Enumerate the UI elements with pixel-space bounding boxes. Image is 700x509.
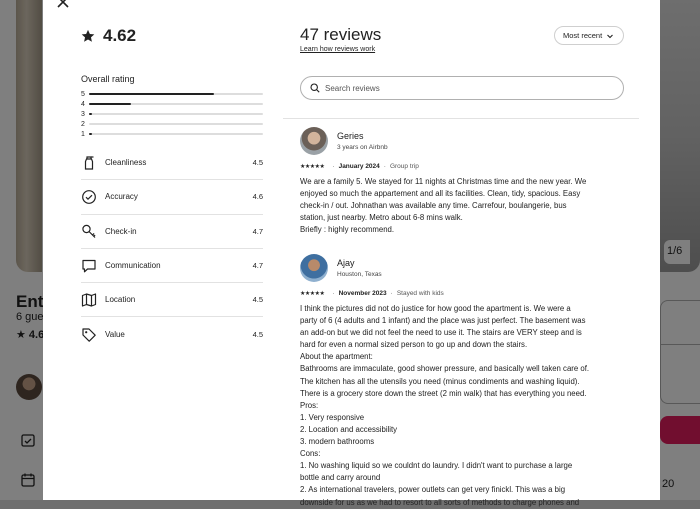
distribution-bar-fill: [89, 113, 92, 115]
review-text-line: downside for us as we had to resort to all sorts of methods to charge phones and: [300, 497, 580, 507]
category-row: [81, 283, 263, 317]
category-score: 4.5: [252, 158, 263, 168]
distribution-row: [81, 119, 263, 129]
category-ratings: [81, 146, 263, 352]
category-score: 4.6: [252, 192, 263, 202]
reviews-count-title: 47 reviews: [300, 25, 382, 44]
spray-bottle-icon: [81, 155, 97, 171]
star-level-label: 4: [81, 100, 85, 108]
review-date: November 2023: [338, 290, 387, 297]
overall-score: [81, 26, 136, 46]
review-text-line: The kitchen has all the utensils you need (minus condiments and washing liquid).: [300, 376, 580, 386]
review-stars: ★★★★★: [300, 164, 325, 170]
review-text-line: hard for even a normal sized person to go up and down the stairs.: [300, 340, 528, 350]
star-level-label: 5: [81, 90, 85, 98]
reviewer-meta: 3 years on Airbnb: [337, 144, 388, 151]
review-date: January 2024: [338, 163, 380, 170]
review-text-line: Briefly : highly recommend.: [300, 225, 395, 235]
category-score: 4.5: [252, 295, 263, 305]
category-label: Cleanliness: [105, 158, 147, 168]
section-divider: [283, 118, 639, 119]
star-level-label: 3: [81, 110, 85, 118]
reviews-panel: [283, 0, 660, 507]
category-score: 4.7: [252, 226, 263, 236]
reviewer-info: [337, 258, 382, 278]
distribution-bar: [89, 93, 263, 95]
review-text: [300, 303, 630, 509]
category-label: Check-in: [105, 226, 137, 236]
separator-dot: ·: [390, 290, 393, 297]
review-text-line: 1. Very responsive: [300, 412, 365, 422]
reviewer-header: [300, 126, 630, 156]
check-circle-icon: [81, 189, 97, 205]
reviewer-info: [337, 131, 388, 151]
review-text-line: enjoyed so much the appartement and all its facilities. Clean, tidy, spacious. Easy: [300, 189, 581, 199]
review-text-line: We are a family 5. We stayed for 11 nights at Christmas time and the new year. We: [300, 177, 587, 186]
review-stars: ★★★★★: [300, 291, 325, 297]
review-text-line: I think the pictures did not do justice for how good the apartment is. We were a: [300, 304, 571, 313]
separator-dot: ·: [332, 163, 335, 170]
category-label: Location: [105, 295, 136, 305]
sort-label: Most recent: [563, 31, 603, 40]
review-text-line: 3. modern bathrooms: [300, 437, 375, 447]
reviewer-avatar[interactable]: [300, 127, 328, 155]
review-text-line: check-in / out. Johnathan was available any time. Carrefour, boulangerie, bus: [300, 201, 567, 211]
category-row: [81, 146, 263, 180]
review-text-line: There is a grocery store down the street (2 min walk) that has everything you need.: [300, 388, 587, 398]
category-score: 4.7: [252, 261, 263, 271]
star-level-label: 2: [81, 120, 85, 128]
learn-how-reviews-work-link[interactable]: Learn how reviews work: [300, 46, 376, 53]
reviewer-name: Geries: [337, 131, 364, 141]
distribution-bar: [89, 123, 263, 125]
category-label: Value: [105, 330, 125, 340]
review-text-line: bottle and carry around: [300, 473, 381, 483]
separator-dot: ·: [332, 290, 335, 297]
category-row: [81, 215, 263, 249]
review-text: [300, 176, 630, 236]
category-score: 4.5: [252, 330, 263, 340]
review-text-line: 2. Location and accessibility: [300, 424, 398, 434]
average-rating: 4.62: [103, 26, 137, 45]
trip-type: Group trip: [389, 163, 419, 170]
category-label: Communication: [105, 261, 161, 271]
distribution-bar: [89, 133, 263, 135]
review-text-line: station, just nearby. Metro about 6-8 mins walk.: [300, 213, 463, 223]
sort-dropdown[interactable]: [554, 26, 624, 45]
review-text-line: Pros:: [300, 400, 319, 410]
review-text-line: Cons:: [300, 449, 321, 459]
map-icon: [81, 292, 97, 308]
category-label: Accuracy: [105, 192, 138, 202]
star-icon: [81, 29, 95, 43]
reviews-modal: [43, 0, 660, 507]
review-info: [300, 290, 630, 297]
overall-rating-label: Overall rating: [81, 74, 135, 84]
review-info: [300, 163, 630, 170]
review-text-line: an add-on but we did not feel the need to use it. The stairs are VERY steep and is: [300, 328, 582, 338]
search-icon: [310, 83, 320, 93]
separator-dot: ·: [383, 163, 386, 170]
review-text-line: 1. No washing liquid so we couldnt do laundry. I didn't want to purchase a large: [300, 461, 573, 471]
key-icon: [81, 223, 97, 239]
category-row: [81, 249, 263, 283]
distribution-row: [81, 129, 263, 139]
star-level-label: 1: [81, 130, 85, 138]
review-item: [300, 253, 630, 509]
search-input[interactable]: [325, 84, 605, 93]
distribution-row: [81, 89, 263, 99]
review-text-line: About the apartment:: [300, 352, 373, 362]
distribution-bar-fill: [89, 93, 214, 95]
distribution-bar-fill: [89, 133, 92, 135]
rating-summary-panel: [43, 0, 283, 500]
distribution-row: [81, 99, 263, 109]
distribution-bar-fill: [89, 103, 131, 105]
trip-type: Stayed with kids: [396, 290, 444, 297]
review-text-line: party of 6 (4 adults and 1 infant) and the place was just perfect. The basement was: [300, 316, 586, 326]
reviewer-avatar[interactable]: [300, 254, 328, 282]
tag-icon: [81, 327, 97, 343]
category-row: [81, 317, 263, 351]
distribution-bar: [89, 113, 263, 115]
reviewer-name: Ajay: [337, 258, 355, 268]
review-text-line: 2. As international travelers, power outlets can get very finickl. This was a big: [300, 485, 566, 495]
category-row: [81, 180, 263, 214]
review-text-line: Bathrooms are immaculate, good shower pressure, and basically well taken care of.: [300, 364, 590, 374]
distribution-bar: [89, 103, 263, 105]
search-reviews-field[interactable]: [300, 76, 624, 100]
chevron-down-icon: [606, 32, 614, 40]
reviewer-meta: Houston, Texas: [337, 271, 382, 278]
review-item: [300, 126, 630, 236]
distribution-row: [81, 109, 263, 119]
chat-bubble-icon: [81, 258, 97, 274]
reviewer-header: [300, 253, 630, 283]
rating-distribution: [81, 89, 263, 139]
